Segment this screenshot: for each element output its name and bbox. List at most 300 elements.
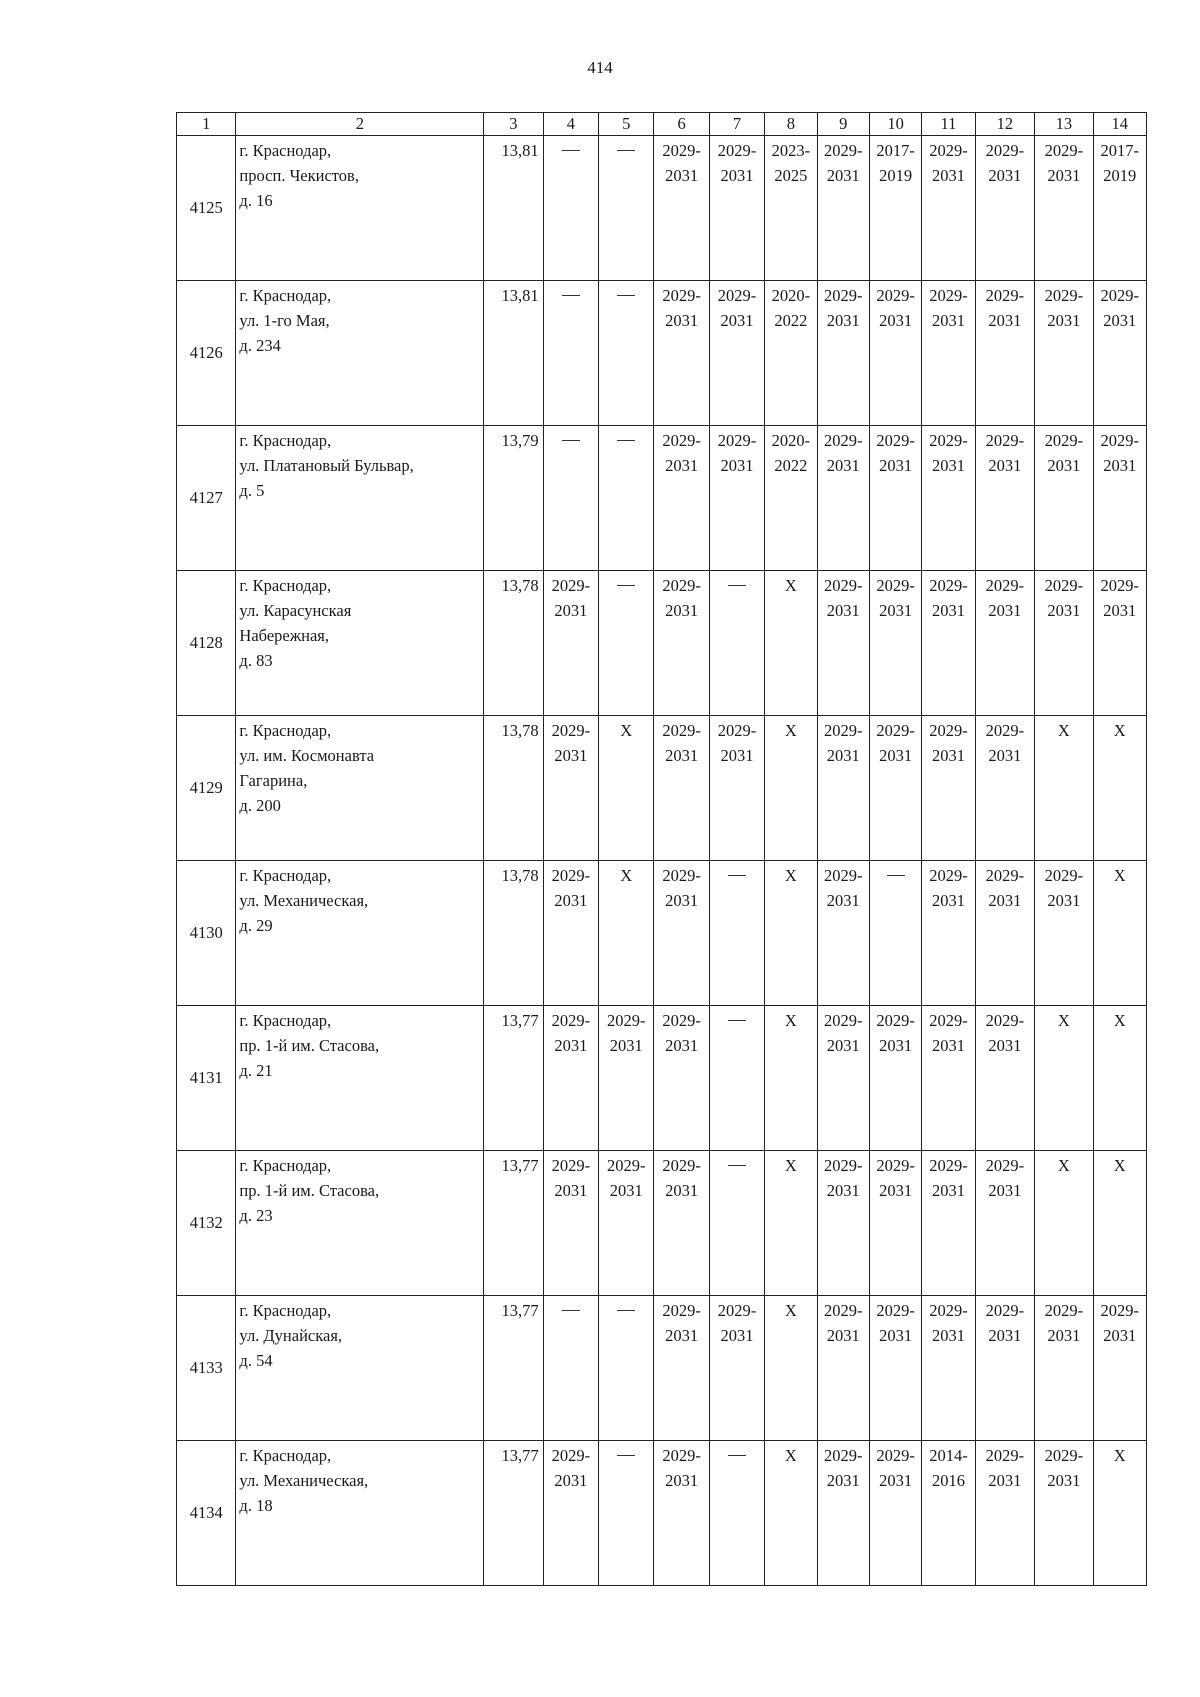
period-cell: [975, 1006, 1034, 1151]
period-cell: [1035, 281, 1093, 426]
period-line: 2029-: [985, 431, 1025, 450]
period-cell: [599, 1006, 654, 1151]
period-cell: [817, 136, 869, 281]
column-header: 10: [869, 113, 921, 136]
register-table: [176, 112, 1147, 1586]
period-line: 2029-: [985, 721, 1025, 740]
period-line: 2031: [988, 891, 1022, 910]
period-cell: [599, 1151, 654, 1296]
period-line: 2031: [609, 1181, 643, 1200]
period-cell: [922, 716, 975, 861]
period-cell: [922, 1296, 975, 1441]
column-header: 2: [236, 113, 484, 136]
period-line: 2029-: [929, 141, 968, 160]
period-line: 2031: [665, 1471, 699, 1490]
period-line: 2031: [932, 166, 965, 185]
x-mark-cell: Х: [1093, 716, 1146, 861]
period-line: 2029-: [1044, 431, 1084, 450]
period-line: 2029-: [929, 431, 968, 450]
period-line: 2031: [879, 456, 913, 475]
row-number: 4130: [177, 861, 236, 1006]
table-row: [177, 1006, 1147, 1151]
period-line: 2029-: [662, 576, 701, 595]
address-line: д. 5: [239, 481, 265, 500]
dash-cell: [599, 281, 654, 426]
address-line: г. Краснодар,: [239, 1301, 332, 1320]
address-cell: [236, 426, 484, 571]
period-line: 2029-: [929, 721, 968, 740]
period-line: 2029-: [1100, 1301, 1139, 1320]
dash-mark: [728, 585, 746, 586]
period-cell: [817, 1151, 869, 1296]
period-cell: [1093, 426, 1146, 571]
period-line: 2031: [554, 746, 588, 765]
period-line: 2029-: [876, 431, 915, 450]
period-cell: [975, 1151, 1034, 1296]
x-mark-cell: Х: [1093, 1151, 1146, 1296]
period-line: 2029-: [1044, 1446, 1084, 1465]
period-line: 2029-: [551, 721, 591, 740]
period-line: 2029-: [717, 431, 757, 450]
period-cell: [975, 136, 1034, 281]
period-line: 2029-: [929, 286, 968, 305]
period-line: 2029-: [1100, 286, 1139, 305]
period-line: 2031: [826, 1471, 860, 1490]
address-cell: [236, 1006, 484, 1151]
dash-cell: [599, 571, 654, 716]
table-row: [177, 1296, 1147, 1441]
period-cell: [922, 426, 975, 571]
period-line: 2029-: [1044, 1301, 1084, 1320]
period-cell: [817, 426, 869, 571]
dash-mark: [887, 875, 905, 876]
period-line: 2029-: [717, 1301, 757, 1320]
period-line: 2029-: [1044, 141, 1084, 160]
period-line: 2029-: [1044, 866, 1084, 885]
period-cell: [922, 136, 975, 281]
period-line: 2031: [826, 891, 860, 910]
period-line: 2022: [774, 311, 808, 330]
period-line: 2029-: [662, 286, 701, 305]
period-line: 2029-: [551, 866, 591, 885]
period-line: 2029-: [985, 1011, 1025, 1030]
period-line: 2029-: [662, 431, 701, 450]
period-line: 2031: [826, 1036, 860, 1055]
period-cell: [1093, 1296, 1146, 1441]
x-mark-cell: Х: [1093, 1441, 1146, 1586]
address-line: ул. Механическая,: [239, 891, 369, 910]
period-line: 2031: [1047, 891, 1081, 910]
period-line: 2029-: [662, 141, 701, 160]
period-line: 2031: [826, 1326, 860, 1345]
period-line: 2029-: [1100, 576, 1139, 595]
period-line: 2031: [932, 456, 965, 475]
column-header: 9: [817, 113, 869, 136]
dash-mark: [562, 1310, 580, 1311]
period-line: 2022: [774, 456, 808, 475]
period-cell: [1093, 281, 1146, 426]
period-cell: [817, 1441, 869, 1586]
period-cell: [869, 1296, 921, 1441]
period-line: 2031: [932, 601, 965, 620]
dash-mark: [617, 1310, 635, 1311]
address-cell: [236, 281, 484, 426]
period-cell: [709, 281, 764, 426]
period-line: 2029-: [985, 286, 1025, 305]
period-cell: [543, 716, 598, 861]
period-line: 2029-: [824, 431, 863, 450]
period-cell: [975, 1296, 1034, 1441]
period-line: 2016: [932, 1471, 965, 1490]
x-mark-cell: Х: [765, 716, 817, 861]
period-line: 2031: [554, 1036, 588, 1055]
period-line: 2029-: [985, 576, 1025, 595]
address-line: д. 21: [239, 1061, 273, 1080]
address-line: д. 200: [239, 796, 281, 815]
period-line: 2031: [932, 1036, 965, 1055]
row-number: 4132: [177, 1151, 236, 1296]
dash-cell: [543, 1296, 598, 1441]
column-header: 3: [484, 113, 543, 136]
row-number: 4128: [177, 571, 236, 716]
address-line: д. 23: [239, 1206, 273, 1225]
dash-cell: [709, 571, 764, 716]
address-line: ул. 1-го Мая,: [239, 311, 330, 330]
dash-cell: [599, 1296, 654, 1441]
x-mark-cell: Х: [1093, 861, 1146, 1006]
period-cell: [869, 426, 921, 571]
period-line: 2029-: [929, 576, 968, 595]
value-cell: 13,78: [484, 861, 543, 1006]
period-line: 2031: [665, 1181, 699, 1200]
period-line: 2031: [720, 746, 754, 765]
address-line: г. Краснодар,: [239, 1011, 332, 1030]
row-number: 4126: [177, 281, 236, 426]
period-cell: [765, 426, 817, 571]
period-cell: [709, 426, 764, 571]
period-cell: [975, 1441, 1034, 1586]
period-line: 2031: [932, 1181, 965, 1200]
period-line: 2029-: [1100, 431, 1139, 450]
period-line: 2029-: [824, 1301, 863, 1320]
dash-cell: [709, 1006, 764, 1151]
period-line: 2029-: [824, 1156, 863, 1175]
period-line: 2031: [720, 1326, 754, 1345]
row-number: 4134: [177, 1441, 236, 1586]
period-line: 2029-: [717, 286, 757, 305]
dash-mark: [617, 295, 635, 296]
period-line: 2029-: [662, 1301, 701, 1320]
column-header: 1: [177, 113, 236, 136]
period-line: 2029-: [876, 1156, 915, 1175]
period-line: 2019: [879, 166, 913, 185]
period-line: 2029-: [824, 1446, 863, 1465]
period-line: 2031: [988, 1181, 1022, 1200]
dash-cell: [599, 426, 654, 571]
period-cell: [654, 136, 709, 281]
period-line: 2017-: [876, 141, 915, 160]
period-line: 2029-: [824, 576, 863, 595]
period-cell: [869, 136, 921, 281]
period-line: 2031: [879, 1036, 913, 1055]
period-cell: [1035, 136, 1093, 281]
period-line: 2031: [1047, 166, 1081, 185]
period-cell: [654, 716, 709, 861]
period-line: 2031: [932, 311, 965, 330]
period-line: 2029-: [551, 1446, 591, 1465]
address-line: ул. им. Космонавта: [239, 746, 375, 765]
dash-cell: [869, 861, 921, 1006]
period-line: 2031: [932, 891, 965, 910]
row-number: 4133: [177, 1296, 236, 1441]
period-cell: [765, 136, 817, 281]
period-line: 2017-: [1100, 141, 1139, 160]
address-line: ул. Платановый Бульвар,: [239, 456, 414, 475]
period-cell: [1035, 861, 1093, 1006]
period-line: 2029-: [929, 1156, 968, 1175]
period-cell: [654, 571, 709, 716]
period-line: 2020-: [771, 286, 811, 305]
dash-mark: [728, 1455, 746, 1456]
period-cell: [975, 426, 1034, 571]
address-cell: [236, 1151, 484, 1296]
period-line: 2029-: [606, 1011, 646, 1030]
period-line: 2031: [988, 456, 1022, 475]
period-line: 2029-: [985, 866, 1025, 885]
x-mark-cell: Х: [765, 1006, 817, 1151]
address-line: пр. 1-й им. Стасова,: [239, 1036, 380, 1055]
period-line: 2029-: [824, 866, 863, 885]
period-cell: [1093, 571, 1146, 716]
dash-mark: [562, 150, 580, 151]
address-line: г. Краснодар,: [239, 431, 332, 450]
dash-cell: [543, 281, 598, 426]
period-line: 2031: [826, 311, 860, 330]
table-row: [177, 571, 1147, 716]
address-line: просп. Чекистов,: [239, 166, 359, 185]
period-cell: [543, 861, 598, 1006]
period-line: 2031: [826, 456, 860, 475]
period-line: 2031: [554, 1181, 588, 1200]
address-line: ул. Карасунская: [239, 601, 352, 620]
x-mark-cell: Х: [765, 1151, 817, 1296]
dash-cell: [709, 861, 764, 1006]
period-cell: [654, 1296, 709, 1441]
period-cell: [817, 1296, 869, 1441]
table-row: [177, 1441, 1147, 1586]
address-line: д. 54: [239, 1351, 273, 1370]
period-line: 2031: [1047, 601, 1081, 620]
period-cell: [922, 1441, 975, 1586]
period-cell: [975, 281, 1034, 426]
period-line: 2031: [988, 1326, 1022, 1345]
period-cell: [1035, 426, 1093, 571]
x-mark-cell: Х: [1035, 1151, 1093, 1296]
period-cell: [922, 571, 975, 716]
address-line: Набережная,: [239, 626, 330, 645]
period-line: 2031: [826, 746, 860, 765]
value-cell: 13,78: [484, 716, 543, 861]
period-line: 2029-: [985, 1301, 1025, 1320]
period-line: 2029-: [551, 1011, 591, 1030]
value-cell: 13,77: [484, 1006, 543, 1151]
period-line: 2029-: [876, 576, 915, 595]
period-line: 2029-: [662, 866, 701, 885]
dash-cell: [709, 1151, 764, 1296]
address-line: д. 83: [239, 651, 273, 670]
period-line: 2029-: [824, 286, 863, 305]
period-cell: [922, 1151, 975, 1296]
period-line: 2025: [774, 166, 808, 185]
period-cell: [654, 426, 709, 571]
dash-mark: [617, 150, 635, 151]
period-cell: [869, 1441, 921, 1586]
period-line: 2031: [988, 1471, 1022, 1490]
dash-mark: [562, 440, 580, 441]
period-line: 2029-: [985, 141, 1025, 160]
address-line: г. Краснодар,: [239, 721, 332, 740]
period-line: 2029-: [662, 721, 701, 740]
period-line: 2031: [1047, 456, 1081, 475]
dash-mark: [728, 1020, 746, 1021]
header-row: [177, 113, 1147, 136]
period-cell: [543, 1006, 598, 1151]
dash-cell: [543, 426, 598, 571]
address-line: д. 234: [239, 336, 281, 355]
x-mark-cell: Х: [1093, 1006, 1146, 1151]
period-line: 2031: [665, 166, 699, 185]
dash-mark: [728, 875, 746, 876]
period-line: 2031: [554, 601, 588, 620]
period-line: 2031: [1047, 311, 1081, 330]
period-line: 2029-: [662, 1446, 701, 1465]
x-mark-cell: Х: [1035, 716, 1093, 861]
period-line: 2029-: [876, 1011, 915, 1030]
period-line: 2031: [1047, 1471, 1081, 1490]
value-cell: 13,81: [484, 281, 543, 426]
period-cell: [543, 1441, 598, 1586]
address-line: ул. Механическая,: [239, 1471, 369, 1490]
dash-mark: [728, 1165, 746, 1166]
address-cell: [236, 716, 484, 861]
value-cell: 13,79: [484, 426, 543, 571]
period-line: 2029-: [662, 1011, 701, 1030]
period-cell: [543, 1151, 598, 1296]
dash-mark: [562, 295, 580, 296]
period-line: 2029-: [876, 721, 915, 740]
period-cell: [817, 861, 869, 1006]
table-row: [177, 716, 1147, 861]
period-line: 2031: [609, 1036, 643, 1055]
period-line: 2029-: [985, 1446, 1025, 1465]
period-line: 2031: [720, 166, 754, 185]
period-line: 2031: [988, 601, 1022, 620]
period-cell: [765, 281, 817, 426]
period-line: 2031: [665, 1326, 699, 1345]
period-line: 2029-: [824, 141, 863, 160]
period-cell: [709, 716, 764, 861]
period-cell: [869, 571, 921, 716]
value-cell: 13,78: [484, 571, 543, 716]
x-mark-cell: Х: [765, 861, 817, 1006]
x-mark-cell: Х: [765, 571, 817, 716]
period-line: 2029-: [606, 1156, 646, 1175]
period-cell: [922, 281, 975, 426]
period-line: 2031: [826, 166, 860, 185]
row-number: 4127: [177, 426, 236, 571]
period-line: 2031: [720, 456, 754, 475]
period-line: 2029-: [551, 1156, 591, 1175]
address-line: пр. 1-й им. Стасова,: [239, 1181, 380, 1200]
x-mark-cell: Х: [765, 1296, 817, 1441]
address-line: г. Краснодар,: [239, 576, 332, 595]
period-cell: [817, 571, 869, 716]
period-line: 2029-: [876, 1446, 915, 1465]
table-row: [177, 281, 1147, 426]
period-cell: [1035, 571, 1093, 716]
address-cell: [236, 1296, 484, 1441]
period-cell: [654, 1006, 709, 1151]
table-row: [177, 1151, 1147, 1296]
x-mark-cell: Х: [599, 716, 654, 861]
period-line: 2031: [1047, 1326, 1081, 1345]
table-row: [177, 136, 1147, 281]
period-cell: [817, 1006, 869, 1151]
period-line: 2031: [665, 601, 699, 620]
address-line: г. Краснодар,: [239, 866, 332, 885]
address-line: г. Краснодар,: [239, 141, 332, 160]
period-line: 2031: [879, 601, 913, 620]
x-mark-cell: Х: [599, 861, 654, 1006]
row-number: 4129: [177, 716, 236, 861]
table-row: [177, 861, 1147, 1006]
column-header: 7: [709, 113, 764, 136]
period-cell: [975, 716, 1034, 861]
period-line: 2031: [665, 891, 699, 910]
period-line: 2031: [665, 311, 699, 330]
address-cell: [236, 136, 484, 281]
address-cell: [236, 571, 484, 716]
column-header: 11: [922, 113, 975, 136]
period-line: 2029-: [985, 1156, 1025, 1175]
period-cell: [654, 861, 709, 1006]
page-number: 414: [587, 58, 613, 77]
period-line: 2019: [1103, 166, 1137, 185]
period-cell: [817, 281, 869, 426]
period-line: 2029-: [824, 721, 863, 740]
address-line: Гагарина,: [239, 771, 308, 790]
row-number: 4131: [177, 1006, 236, 1151]
address-line: ул. Дунайская,: [239, 1326, 343, 1345]
dash-cell: [543, 136, 598, 281]
dash-cell: [599, 136, 654, 281]
period-line: 2029-: [717, 721, 757, 740]
period-line: 2029-: [929, 866, 968, 885]
period-line: 2029-: [929, 1011, 968, 1030]
dash-mark: [617, 1455, 635, 1456]
column-header: 13: [1035, 113, 1093, 136]
dash-cell: [709, 1441, 764, 1586]
period-line: 2014-: [929, 1446, 968, 1465]
period-cell: [869, 1006, 921, 1151]
period-cell: [922, 1006, 975, 1151]
address-line: г. Краснодар,: [239, 286, 332, 305]
column-header: 5: [599, 113, 654, 136]
period-line: 2031: [879, 1326, 913, 1345]
column-header: 4: [543, 113, 598, 136]
column-header: 8: [765, 113, 817, 136]
period-cell: [869, 1151, 921, 1296]
